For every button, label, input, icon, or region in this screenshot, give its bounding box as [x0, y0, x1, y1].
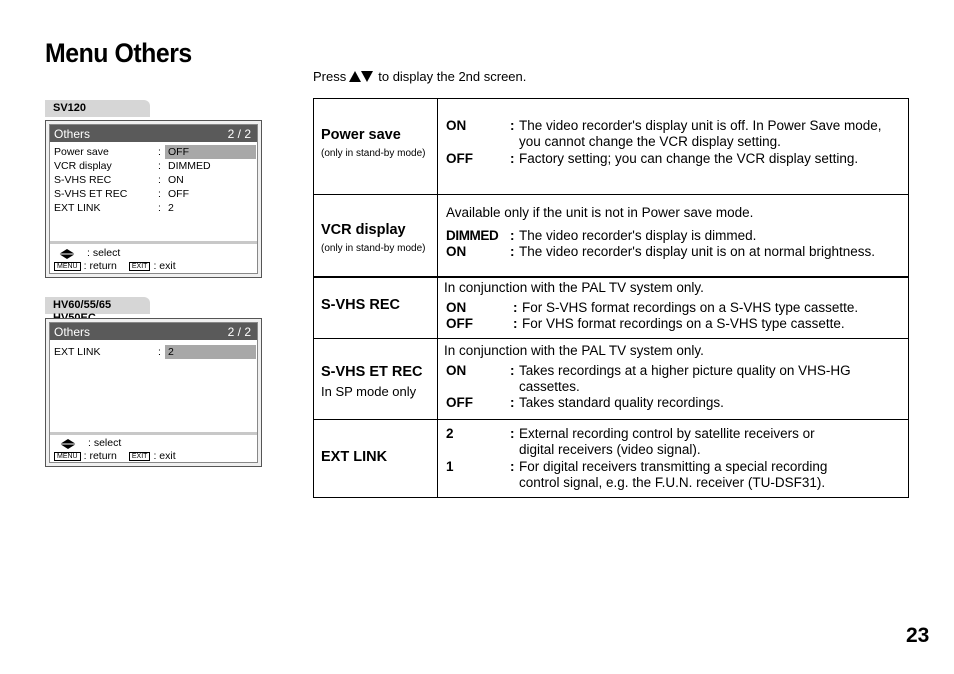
osd-screen-hv60 — [45, 318, 262, 467]
option-colon: : — [510, 426, 515, 441]
option-desc-off: Factory setting; you can change the VCR display setting. — [519, 151, 859, 166]
option-desc-on-cont: you cannot change the VCR display setting. — [519, 134, 781, 149]
exit-key-icon: EXIT — [129, 262, 151, 271]
setting-note-vcr-display: (only in stand-by mode) — [321, 243, 426, 254]
osd-page-indicator: 2 / 2 — [227, 126, 251, 141]
table-row-divider — [314, 338, 908, 339]
exit-key-icon: EXIT — [129, 452, 151, 461]
option-colon: : — [510, 151, 515, 166]
navigate-arrows-icon — [59, 249, 75, 259]
menu-key-icon: MENU — [54, 452, 81, 461]
table-row-divider — [314, 194, 908, 195]
osd-screen-sv120 — [45, 120, 262, 278]
model-tag-hv60: HV60/55/65 — [45, 297, 150, 314]
osd-row-label: Power save — [54, 146, 109, 158]
option-colon: : — [510, 459, 515, 474]
setting-intro-svhs-rec: In conjunction with the PAL TV system only. — [444, 280, 704, 295]
press-text-after: to display the 2nd screen. — [378, 69, 527, 84]
osd-row-label: EXT LINK — [54, 202, 101, 214]
option-key-off: OFF — [446, 151, 473, 166]
osd-row-colon: : — [158, 346, 161, 358]
osd-footer — [54, 437, 176, 463]
osd-header-title: Others — [54, 126, 91, 141]
up-down-arrows-icon — [349, 71, 373, 82]
option-desc-on: The video recorder's display unit is on at normal brightness. — [519, 244, 876, 259]
osd-row-colon: : — [158, 174, 161, 186]
press-instruction — [313, 69, 526, 84]
option-key-off: OFF — [446, 395, 473, 410]
osd-row-value: ON — [168, 174, 184, 186]
select-hint: : select — [87, 247, 121, 259]
table-column-divider — [437, 99, 438, 497]
option-desc-dimmed: The video recorder's display is dimmed. — [519, 228, 757, 243]
page-number: 23 — [906, 624, 930, 647]
osd-row-colon: : — [158, 202, 161, 214]
setting-intro-vcr-display: Available only if the unit is not in Power save mode. — [446, 205, 754, 220]
setting-note-power-save: (only in stand-by mode) — [321, 148, 426, 159]
osd-row-colon: : — [158, 160, 161, 172]
option-desc-off: Takes standard quality recordings. — [519, 395, 724, 410]
exit-hint: : exit — [153, 450, 176, 462]
osd-page-indicator: 2 / 2 — [227, 324, 251, 339]
exit-hint: : exit — [153, 260, 176, 272]
setting-note-svhs-et-rec: In SP mode only — [321, 384, 417, 399]
option-key-on: ON — [446, 118, 467, 133]
osd-row-value-selected: OFF — [165, 145, 256, 159]
option-key-2: 2 — [446, 426, 454, 441]
navigate-arrows-icon — [60, 439, 76, 449]
option-desc-on-cont: cassettes. — [519, 379, 580, 394]
osd-row-label: S-VHS REC — [54, 174, 112, 186]
osd-row-value: DIMMED — [168, 160, 211, 172]
osd-row-label: EXT LINK — [54, 346, 101, 358]
option-colon: : — [510, 244, 515, 259]
setting-name-svhs-et-rec: S-VHS ET REC — [321, 364, 423, 380]
option-colon: : — [510, 395, 515, 410]
setting-name-power-save: Power save — [321, 127, 401, 143]
option-desc-on: The video recorder's display unit is off. In Power Save mode, — [519, 118, 882, 133]
osd-header-title: Others — [54, 324, 91, 339]
osd-row-value-selected: 2 — [165, 345, 256, 359]
option-desc-off: For VHS format recordings on a S-VHS type cassette. — [522, 316, 845, 331]
option-desc-on: Takes recordings at a higher picture quality on VHS-HG — [519, 363, 851, 378]
option-desc-2: External recording control by satellite receivers or — [519, 426, 815, 441]
table-row-divider — [314, 276, 908, 278]
osd-footer — [54, 247, 176, 273]
return-hint: : return — [83, 260, 117, 272]
option-colon: : — [513, 316, 518, 331]
option-desc-2-cont: digital receivers (video signal). — [519, 442, 701, 457]
setting-name-svhs-rec: S-VHS REC — [321, 297, 400, 313]
table-row-divider — [314, 419, 908, 420]
option-colon: : — [510, 118, 515, 133]
option-colon: : — [510, 363, 515, 378]
select-hint: : select — [88, 437, 122, 449]
osd-row-label: VCR display — [54, 160, 112, 172]
option-desc-1: For digital receivers transmitting a special recording — [519, 459, 828, 474]
option-key-on: ON — [446, 300, 467, 315]
osd-row-colon: : — [158, 146, 161, 158]
osd-row-value: OFF — [168, 188, 189, 200]
model-tag-sv120: SV120 — [45, 100, 150, 117]
option-desc-on: For S-VHS format recordings on a S-VHS type cassette. — [522, 300, 859, 315]
option-key-on: ON — [446, 244, 467, 259]
settings-table — [313, 98, 909, 498]
page-title: Menu Others — [45, 38, 192, 68]
osd-row-label: S-VHS ET REC — [54, 188, 128, 200]
press-text-before: Press — [313, 69, 347, 84]
osd-row-colon: : — [158, 188, 161, 200]
option-key-off: OFF — [446, 316, 473, 331]
option-key-on: ON — [446, 363, 467, 378]
setting-name-vcr-display: VCR display — [321, 222, 406, 238]
setting-intro-svhs-et-rec: In conjunction with the PAL TV system only. — [444, 343, 704, 358]
osd-row-value: 2 — [168, 202, 174, 214]
osd-header — [50, 323, 257, 340]
osd-header — [50, 125, 257, 142]
menu-key-icon: MENU — [54, 262, 81, 271]
option-key-dimmed: DIMMED — [446, 228, 499, 243]
option-desc-1-cont: control signal, e.g. the F.U.N. receiver (TU-DSF31). — [519, 475, 826, 490]
setting-name-ext-link: EXT LINK — [321, 449, 388, 465]
osd-separator — [50, 241, 257, 244]
return-hint: : return — [83, 450, 117, 462]
option-key-1: 1 — [446, 459, 454, 474]
osd-separator — [50, 432, 257, 435]
option-colon: : — [510, 228, 515, 243]
option-colon: : — [513, 300, 518, 315]
